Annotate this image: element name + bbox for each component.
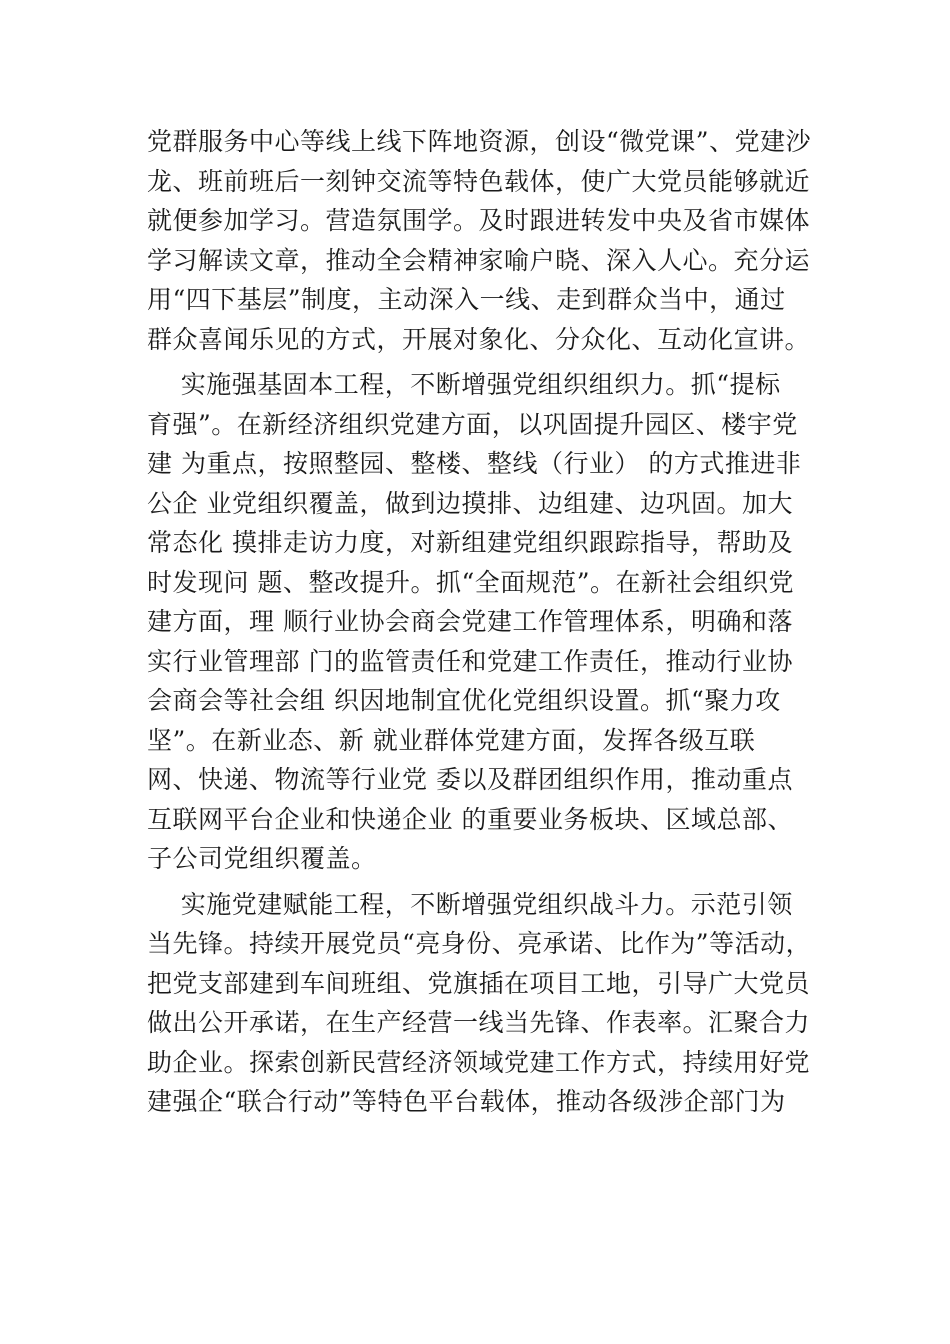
text-line: 建 为重点，按照整园、整楼、整线（行业） 的方式推进非: [147, 449, 802, 478]
text-line: 实施强基固本工程，不断增强党组织组织力。抓“提标: [147, 370, 781, 399]
paragraph: [147, 365, 827, 879]
text-line: 育强”。在新经济组织党建方面，以巩固提升园区、楼宇党: [147, 409, 798, 439]
text-line: 学习解读文章，推动全会精神家喻户晓、深入人心。充分运: [147, 245, 811, 275]
text-line: 做出公开承诺，在生产经营一线当先锋、作表率。汇聚合力: [147, 1008, 811, 1037]
text-line: 实施党建赋能工程，不断增强党组织战斗力。示范引领: [147, 889, 793, 919]
text-line: 子公司党组织覆盖。: [147, 844, 377, 873]
text-line: 当先锋。持续开展党员“亮身份、亮承诺、比作为”等活动，: [147, 929, 812, 958]
text-line: 群众喜闻乐见的方式，开展对象化、分众化、互动化宣讲。: [147, 324, 811, 354]
text-line: 常态化 摸排走访力度，对新组建党组织跟踪指导，帮助及: [147, 528, 793, 557]
text-line: 就便参加学习。营造氛围学。及时跟进转发中央及省市媒体: [147, 206, 811, 235]
text-line: 时发现问 题、整改提升。抓“全面规范”。在新社会组织党: [147, 567, 795, 597]
text-line: 会商会等社会组 织因地制宜优化党组织设置。抓“聚力攻: [147, 686, 781, 715]
text-line: 党群服务中心等线上线下阵地资源，创设“微党课”、党建沙: [147, 127, 812, 156]
text-line: 助企业。探索创新民营经济领域党建工作方式，持续用好党: [147, 1047, 811, 1077]
text-line: 把党支部建到车间班组、党旗插在项目工地，引导广大党员: [147, 968, 811, 998]
text-line: 建强企“联合行动”等特色平台载体，推动各级涉企部门为: [147, 1087, 786, 1116]
text-line: 公企 业党组织覆盖，做到边摸排、边组建、边巩固。加大: [147, 488, 793, 518]
text-line: 坚”。在新业态、新 就业群体党建方面，发挥各级互联: [147, 725, 756, 755]
paragraph: [147, 122, 827, 359]
text-line: 网、快递、物流等行业党 委以及群团组织作用，推动重点: [147, 765, 793, 794]
text-line: 用“四下基层”制度，主动深入一线、走到群众当中，通过: [147, 285, 786, 314]
body-text: [147, 122, 827, 1122]
text-line: 互联网平台企业和快递企业 的重要业务板块、区域总部、: [147, 804, 793, 834]
text-line: 龙、班前班后一刻钟交流等特色载体，使广大党员能够就近: [147, 166, 811, 196]
text-line: 建方面，理 顺行业协会商会党建工作管理体系，明确和落: [147, 607, 793, 636]
paragraph: [147, 885, 827, 1122]
text-line: 实行业管理部 门的监管责任和党建工作责任，推动行业协: [147, 646, 793, 676]
